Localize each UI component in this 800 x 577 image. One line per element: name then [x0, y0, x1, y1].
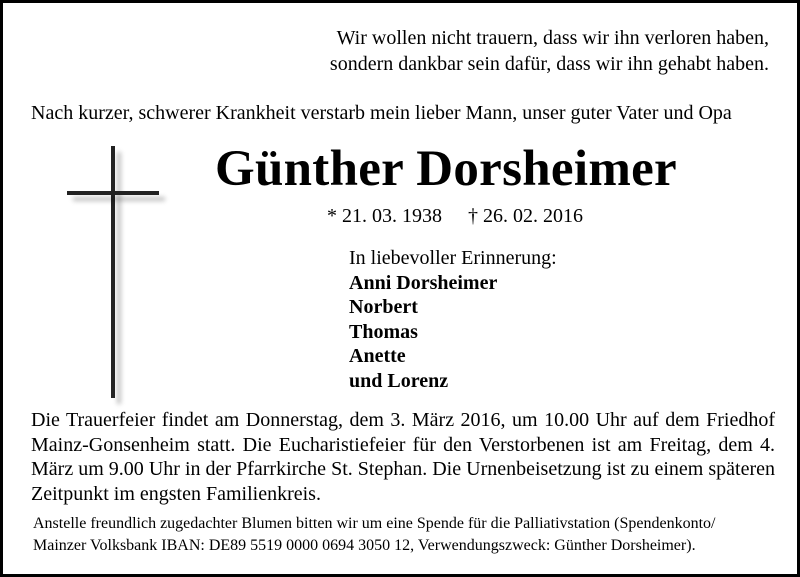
- mourner-name: Anette: [349, 345, 406, 367]
- intro-text: Nach kurzer, schwerer Krankheit verstarb mein lieber Mann, unser guter Vater und Opa: [31, 102, 732, 124]
- life-dates: [327, 204, 583, 228]
- cross-vertical-bar: [111, 146, 115, 398]
- funeral-service-details: Die Trauerfeier findet am Donnerstag, dem 3. März 2016, um 10.00 Uhr auf dem Friedhof Mainz-Gonsenheim statt. Die Eucharistiefeier für den Verstorbenen ist am Freitag, dem 4. März um 9.00 Uhr in der Pfarrkirche St. Stephan. Die Urnenbeisetzung ist zu einem späteren Zeitpunkt im engsten Familienkreis.: [31, 409, 775, 505]
- donation-notice: [33, 513, 777, 557]
- deceased-name: Günther Dorsheimer: [215, 141, 677, 197]
- mourner-name: Anni Dorsheimer: [349, 271, 498, 294]
- birth-date: * 21. 03. 1938: [327, 205, 442, 227]
- mourner-name: Thomas: [349, 320, 418, 343]
- motto-line-1: Wir wollen nicht trauern, dass wir ihn verloren haben,: [336, 27, 769, 49]
- cross-icon: [67, 146, 167, 406]
- death-date: † 26. 02. 2016: [468, 205, 583, 227]
- mourner-name: und Lorenz: [349, 369, 449, 392]
- motto-line-2: sondern dankbar sein dafür, dass wir ihn gehabt haben.: [329, 53, 769, 75]
- mourners-list: [349, 246, 557, 393]
- mourner-name: Norbert: [349, 296, 418, 318]
- donation-line-1: Anstelle freundlich zugedachter Blumen bitten wir um eine Spende für die Palliativstation (Spendenkonto/: [33, 515, 716, 532]
- mourners-label: In liebevoller Erinnerung:: [349, 247, 557, 269]
- donation-line-2: Mainzer Volksbank IBAN: DE89 5519 0000 0694 3050 12, Verwendungszweck: Günther Dorsheimer).: [33, 537, 696, 554]
- cross-horizontal-bar: [67, 191, 159, 195]
- motto-quote: [330, 25, 769, 77]
